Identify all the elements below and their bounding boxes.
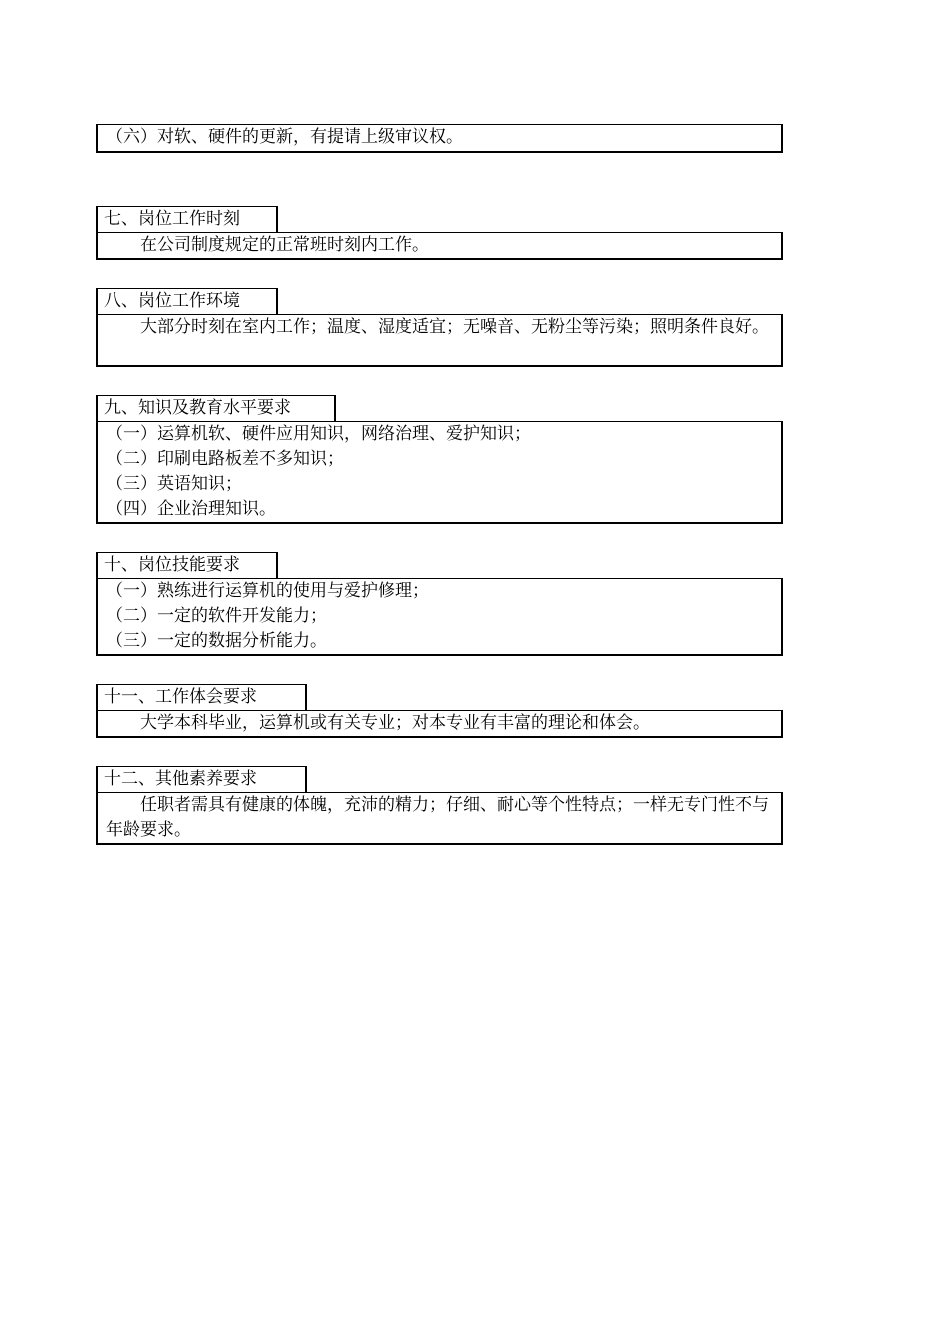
- section8-title: 八、岗位工作环境: [96, 288, 278, 315]
- section12-title: 十二、其他素养要求: [96, 766, 307, 793]
- section7-text: 在公司制度规定的正常班时刻内工作。: [140, 235, 429, 255]
- section9-item-2: （二）印刷电路板差不多知识；: [106, 449, 344, 469]
- section12-text: 任职者需具有健康的体魄，充沛的精力；仔细、耐心等个性特点；一样无专门性不与年龄要求。: [106, 795, 769, 840]
- section8-text: 大部分时刻在室内工作；温度、湿度适宜；无噪音、无粉尘等污染；照明条件良好。: [140, 317, 769, 337]
- section7-title: 七、岗位工作时刻: [96, 206, 278, 233]
- section9-box: [96, 421, 783, 524]
- section11-text: 大学本科毕业，运算机或有关专业；对本专业有丰富的理论和体会。: [140, 713, 650, 733]
- section10-item-2: （二）一定的软件开发能力；: [106, 606, 327, 626]
- section9-item-4: （四）企业治理知识。: [106, 499, 276, 519]
- section6-item-6: （六）对软、硬件的更新，有提请上级审议权。: [106, 127, 463, 147]
- section10-title: 十、岗位技能要求: [96, 552, 278, 579]
- section12-box: [96, 792, 783, 845]
- section10-box: [96, 578, 783, 656]
- section11-box: [96, 710, 783, 738]
- section9-item-3: （三）英语知识；: [106, 474, 242, 494]
- section8-box: [96, 314, 783, 367]
- section11-title: 十一、工作体会要求: [96, 684, 307, 711]
- section9-title: 九、知识及教育水平要求: [96, 395, 336, 422]
- section6-box: [96, 124, 783, 153]
- section7-box: [96, 232, 783, 260]
- section10-item-1: （一）熟练进行运算机的使用与爱护修理；: [106, 581, 429, 601]
- section9-item-1: （一）运算机软、硬件应用知识，网络治理、爱护知识；: [106, 424, 531, 444]
- section10-item-3: （三）一定的数据分析能力。: [106, 631, 327, 651]
